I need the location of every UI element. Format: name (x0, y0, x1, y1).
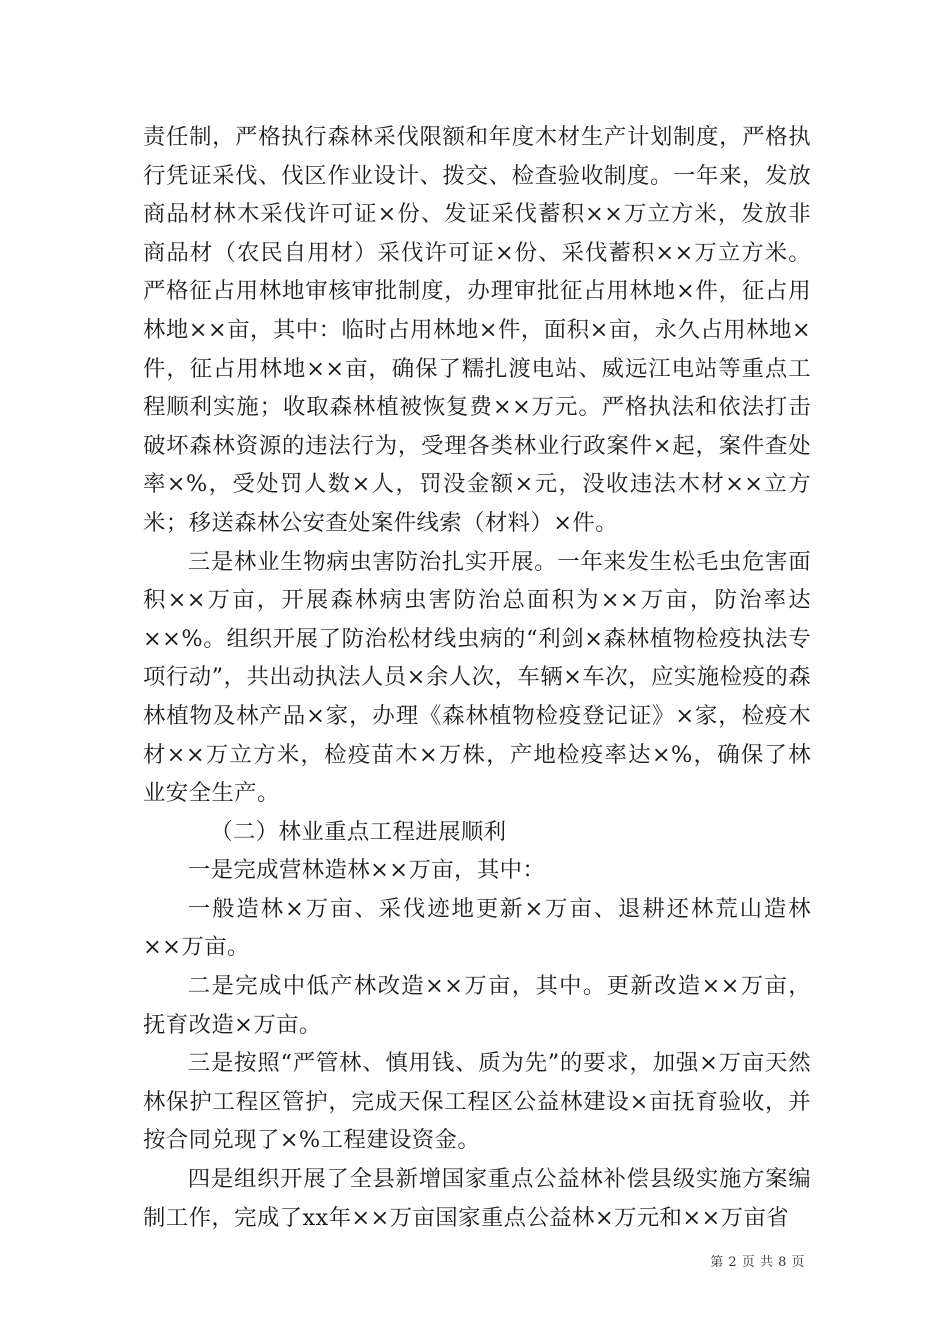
paragraph-continued: 责任制，严格执行森林采伐限额和年度木材生产计划制度，严格执行凭证采伐、伐区作业设计、拨交、检查验收制度。一年来，发放商品材林木采伐许可证×份、发证采伐蓄积××万立方米，发放非商品材（农民自用材）采伐许可证×份、采伐蓄积××万立方米。严格征占用林地审核审批制度，办理审批征占用林地×件，征占用林地××亩，其中：临时占用林地×件，面积×亩，永久占用林地×件，征占用林地××亩，确保了糯扎渡电站、威远江电站等重点工程顺利实施；收取森林植被恢复费××万元。严格执法和依法打击破坏森林资源的违法行为，受理各类林业行政案件×起，案件查处率×%，受处罚人数×人，罚没金额×元，没收违法木材××立方米；移送森林公安查处案件线索（材料）×件。 (143, 124, 811, 536)
paragraph-general-afforestation: 一般造林×万亩、采伐迹地更新×万亩、退耕还林荒山造林××万亩。 (143, 895, 811, 961)
page-number: 第 2 页 共 8 页 (710, 1255, 805, 1270)
paragraph-low-yield-forest: 二是完成中低产林改造××万亩，其中。更新改造××万亩，抚育改造×万亩。 (143, 973, 811, 1038)
paragraph-natural-forest: 三是按照“严管林、慎用钱、质为先”的要求，加强×万亩天然林保护工程区管护，完成天保工程区公益林建设×亩抚育验收，并按合同兑现了×%工程建设资金。 (143, 1050, 811, 1154)
body-text (143, 118, 811, 1237)
section-heading: （二）林业重点工程进展顺利 (210, 818, 507, 845)
paragraph-public-forest: 四是组织开展了全县新增国家重点公益林补偿县级实施方案编制工作，完成了xx年××万亩国家重点公益林×万元和××万亩省 (143, 1166, 811, 1231)
paragraph-afforestation: 一是完成营林造林××万亩，其中： (187, 857, 546, 884)
paragraph-pest-control: 三是林业生物病虫害防治扎实开展。一年来发生松毛虫危害面积××万亩，开展森林病虫害防治总面积为××万亩，防治率达××%。组织开展了防治松材线虫病的“利剑×森林植物检疫执法专项行动”，共出动执法人员×余人次，车辆×车次，应实施检疫的森林植物及林产品×家，办理《森林植物检疫登记证》×家，检疫木材××万立方米，检疫苗木×万株，产地检疫率达×%，确保了林业安全生产。 (143, 548, 811, 807)
